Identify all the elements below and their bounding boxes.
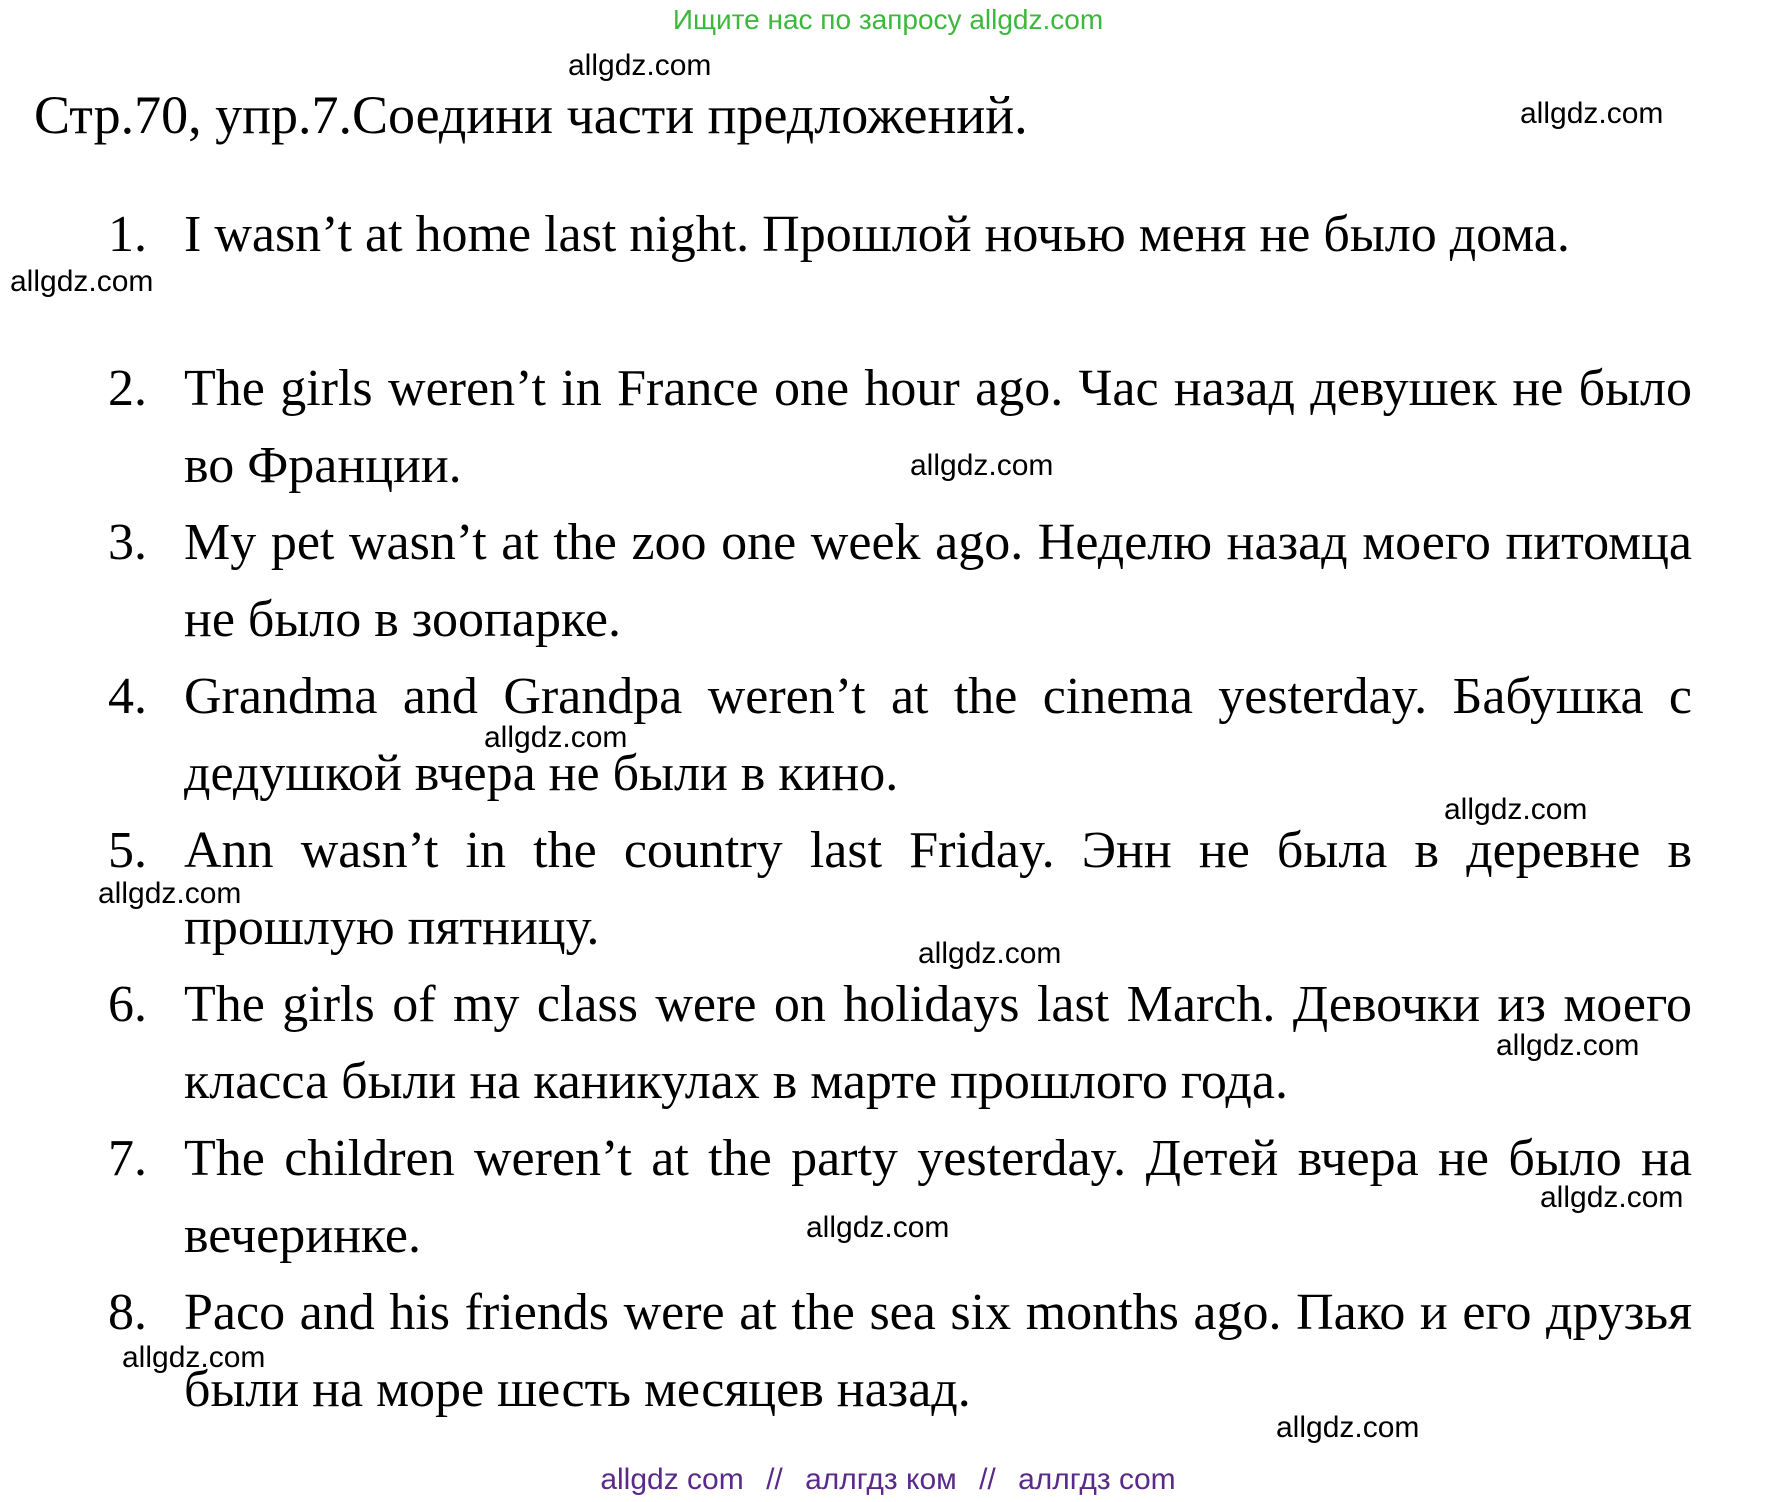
answer-number: 5.: [108, 822, 147, 879]
answer-text: The girls weren’t in France one hour ago. Час назад девушек не было во Франции.: [184, 360, 1692, 494]
answer-number: 2.: [108, 360, 147, 417]
answer-item-7: [96, 1120, 1692, 1274]
top-banner-link[interactable]: Ищите нас по запросу allgdz.com: [672, 4, 1104, 35]
watermark: allgdz.com: [10, 265, 154, 298]
watermark: allgdz.com: [98, 877, 242, 910]
answer-number: 8.: [108, 1284, 147, 1341]
watermark: allgdz.com: [806, 1211, 950, 1244]
footer-link-allgdz[interactable]: allgdz com: [600, 1463, 744, 1496]
footer-separator: //: [979, 1463, 996, 1496]
watermark: allgdz.com: [1444, 793, 1588, 826]
answer-item-3: [96, 504, 1692, 658]
watermark: allgdz.com: [568, 49, 712, 82]
answer-text: The girls of my class were on holidays last March. Девочки из моего класса были на каникулах в марте прошлого года.: [184, 976, 1692, 1110]
answer-number: 7.: [108, 1130, 147, 1187]
answer-text: Grandma and Grandpa weren’t at the cinema yesterday. Бабушка с дедушкой вчера не были в кино.: [184, 668, 1692, 802]
answer-number: 6.: [108, 976, 147, 1033]
footer-link-allgdz-mixed[interactable]: аллгдз com: [1018, 1463, 1176, 1496]
answer-number: 1.: [108, 206, 147, 263]
footer-link-allgdz-cyrillic[interactable]: аллгдз ком: [805, 1463, 957, 1496]
watermark: allgdz.com: [484, 721, 628, 754]
answer-text: Ann wasn’t in the country last Friday. Энн не была в деревне в прошлую пятницу.: [184, 822, 1692, 956]
watermark: allgdz.com: [910, 449, 1054, 482]
answer-item-1: [96, 196, 1692, 350]
watermark: allgdz.com: [1276, 1411, 1420, 1444]
answer-item-4: [96, 658, 1692, 812]
answer-text: My pet wasn’t at the zoo one week ago. Неделю назад моего питомца не было в зоопарке.: [184, 514, 1692, 648]
footer-links: [0, 1462, 1776, 1498]
watermark: allgdz.com: [1520, 97, 1664, 130]
footer-separator: //: [766, 1463, 783, 1496]
watermark: allgdz.com: [1496, 1029, 1640, 1062]
answer-text: Paco and his friends were at the sea six months ago. Пако и его друзья были на море шесть месяцев назад.: [184, 1284, 1692, 1418]
answer-item-5: [96, 812, 1692, 966]
answer-number: 4.: [108, 668, 147, 725]
answer-item-6: [96, 966, 1692, 1120]
answer-text: The children weren’t at the party yesterday. Детей вчера не было на вечеринке.: [184, 1130, 1692, 1264]
page-title: Стр.70, упр.7.Соедини части предложений.: [34, 85, 1028, 145]
watermark: allgdz.com: [918, 937, 1062, 970]
answer-text: I wasn’t at home last night. Прошлой ночью меня не было дома.: [184, 206, 1570, 263]
answer-item-2: [96, 350, 1692, 504]
watermark: allgdz.com: [1540, 1181, 1684, 1214]
answer-item-8: [96, 1274, 1692, 1428]
watermark: allgdz.com: [122, 1341, 266, 1374]
answer-number: 3.: [108, 514, 147, 571]
